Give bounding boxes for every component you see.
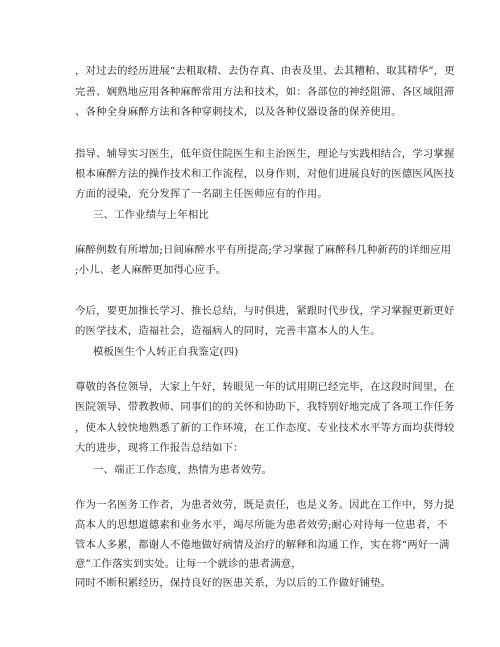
- paragraph-line: 同时不断积累经历，保持良好的医患关系，为以后的工作做好铺垫。: [75, 577, 392, 589]
- paragraph-line: ;小儿、老人麻醉更加得心应手。: [75, 264, 227, 276]
- section-heading: 三、工作业绩与上年相比: [93, 209, 209, 221]
- paragraph-line: 医院领导、带教教师、同事们的的关怀和协助下，我特别好地完成了各项工作任务: [75, 401, 455, 413]
- paragraph-line: 今后，要更加推长学习、推长总结，与时俱进，紧跟时代步伐，学习掌握更新更好: [75, 305, 455, 317]
- paragraph-line: 根本麻醉方法的操作技术和工作流程，以身作则，对他们进展良好的医德医风医技: [75, 168, 455, 180]
- paragraph-line: 方面的浸染，充分发挥了一名副主任医师应有的作用。: [75, 188, 328, 200]
- paragraph-line: 大的进步，现将工作报告总结如下：: [75, 442, 244, 454]
- paragraph-line: 管本人多累，都谢人不倦地做好病情及治疗的解释和沟通工作，实在将“两好一满: [75, 539, 450, 551]
- paragraph-line: 、各种全身麻醉方法和各种穿刺技术，以及各种仪器设备的保养使用。: [75, 106, 402, 118]
- paragraph-line: ，使本人较快地熟悉了新的工作环境，在工作态度、专业技术水平等方面均获得较: [75, 422, 455, 434]
- paragraph-line: 的医学技术，造福社会，造福病人的同时，完善丰富本人的人生。: [75, 325, 381, 337]
- section-heading: 模板医生个人转正自我鉴定(四): [93, 346, 239, 358]
- paragraph-line: ，对过去的经历进展“去粗取精、去伪存真、由表及里、去其糟粕、取其精华”，更: [75, 65, 455, 77]
- paragraph-line: 麻醉例数有所增加;日间麻醉水平有所提高;学习掌握了麻醉科几种新药的详细应用: [75, 244, 452, 256]
- paragraph-line: 高本人的思想道德素和业务水平，竭尽所能为患者效劳;耐心对待每一位患者，不: [75, 519, 448, 531]
- paragraph-line: 指导、辅导实习医生，低年资住院医生和主治医生，理论与实践相结合，学习掌握: [75, 148, 455, 160]
- paragraph-line: 作为一名医务工作者，为患者效劳，既是责任，也是义务。因此在工作中，努力提: [75, 499, 455, 511]
- paragraph-line: 意”工作落实到实处。让每一个就诊的患者满意，: [75, 558, 302, 570]
- section-heading: 一、端正工作态度，热情为患者效劳。: [93, 464, 273, 476]
- paragraph-line: 完善、娴熟地应用各种麻醉常用方法和技术，如：各部位的神经阻滞、各区域阻滞: [75, 86, 455, 98]
- paragraph-line: 尊敬的各位领导，大家上午好，转眼见一年的试用期已经完毕，在这段时间里，在: [75, 381, 455, 393]
